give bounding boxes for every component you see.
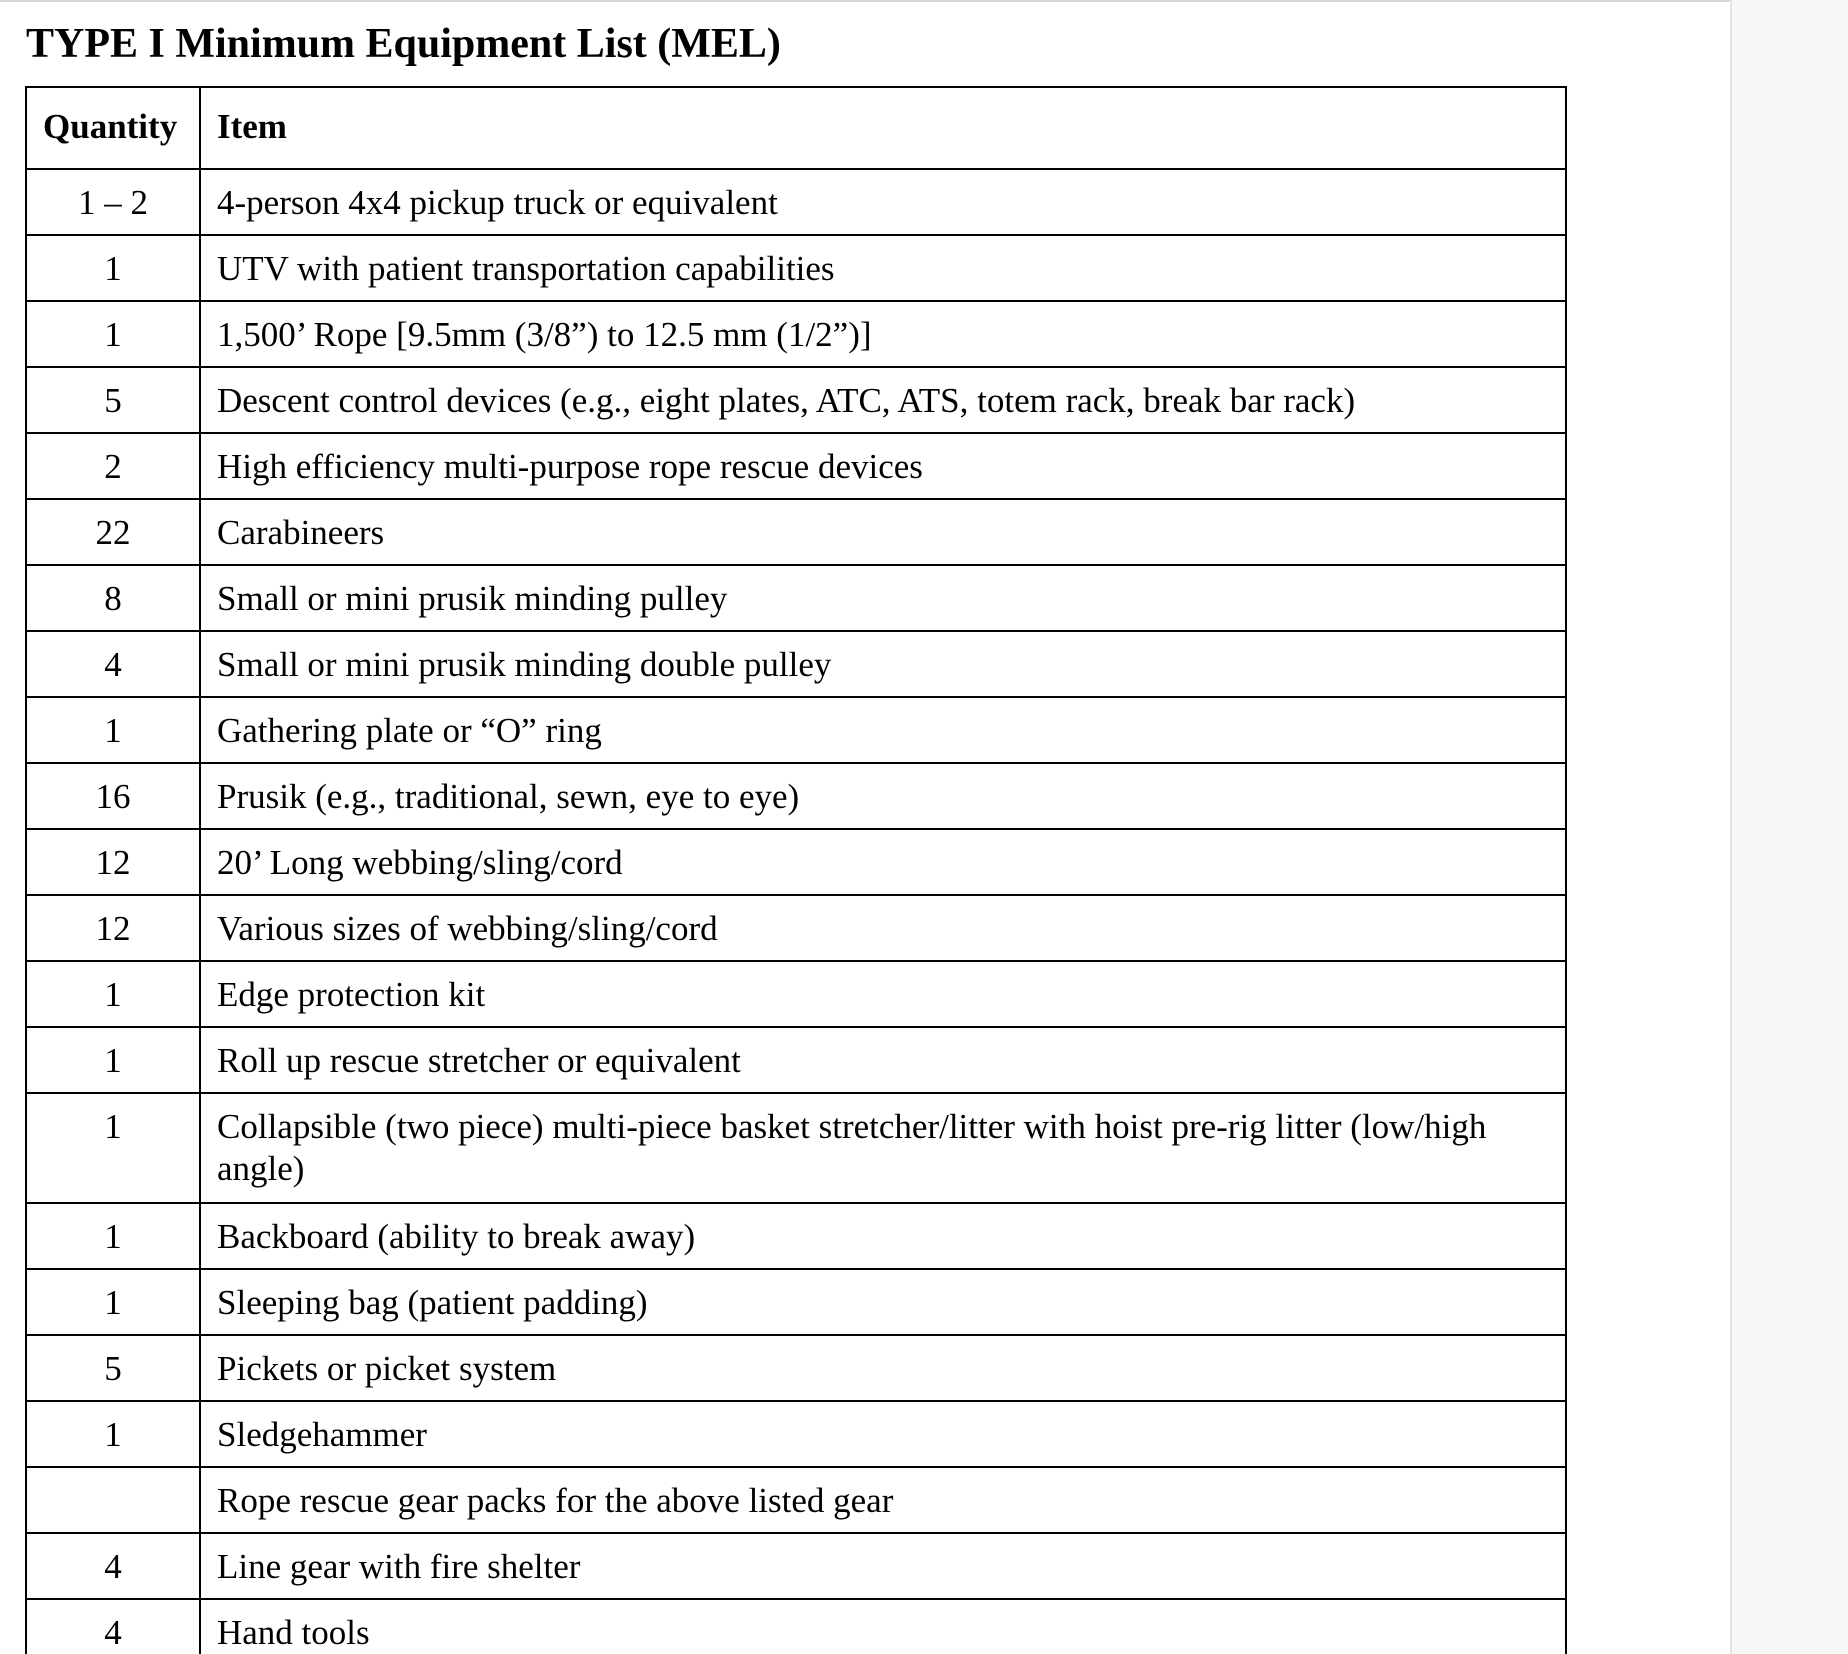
quantity-cell: 16 [26, 763, 200, 829]
item-cell: Small or mini prusik minding pulley [200, 565, 1566, 631]
quantity-column-header: Quantity [26, 87, 200, 169]
document-title: TYPE I Minimum Equipment List (MEL) [26, 21, 781, 67]
item-cell: Prusik (e.g., traditional, sewn, eye to eye) [200, 763, 1566, 829]
top-divider [0, 0, 1730, 2]
item-cell: 20’ Long webbing/sling/cord [200, 829, 1566, 895]
table-row [26, 565, 1566, 631]
table-row [26, 961, 1566, 1027]
item-column-header: Item [200, 87, 1566, 169]
quantity-cell: 1 [26, 301, 200, 367]
item-cell: 1,500’ Rope [9.5mm (3/8”) to 12.5 mm (1/2”)] [200, 301, 1566, 367]
table-header-row [26, 87, 1566, 169]
table-row [26, 1027, 1566, 1093]
table-row [26, 499, 1566, 565]
quantity-cell: 5 [26, 1335, 200, 1401]
item-cell: Roll up rescue stretcher or equivalent [200, 1027, 1566, 1093]
quantity-cell: 12 [26, 895, 200, 961]
quantity-cell: 4 [26, 1533, 200, 1599]
quantity-cell: 1 [26, 1401, 200, 1467]
table-row [26, 895, 1566, 961]
quantity-cell [26, 1467, 200, 1533]
table-row [26, 1599, 1566, 1654]
table-row [26, 301, 1566, 367]
item-cell: 4-person 4x4 pickup truck or equivalent [200, 169, 1566, 235]
quantity-cell: 1 [26, 1269, 200, 1335]
table-row [26, 1533, 1566, 1599]
table-row [26, 1093, 1566, 1203]
table-row [26, 169, 1566, 235]
item-cell: Gathering plate or “O” ring [200, 697, 1566, 763]
table-row [26, 697, 1566, 763]
item-cell: Pickets or picket system [200, 1335, 1566, 1401]
table-row [26, 829, 1566, 895]
table-row [26, 433, 1566, 499]
right-side-panel [1730, 0, 1848, 1654]
item-cell: High efficiency multi-purpose rope rescue devices [200, 433, 1566, 499]
item-cell: Edge protection kit [200, 961, 1566, 1027]
quantity-cell: 2 [26, 433, 200, 499]
quantity-cell: 1 [26, 961, 200, 1027]
quantity-cell: 1 [26, 235, 200, 301]
table-row [26, 235, 1566, 301]
item-cell: Carabineers [200, 499, 1566, 565]
item-cell: Hand tools [200, 1599, 1566, 1654]
quantity-cell: 22 [26, 499, 200, 565]
table-row [26, 1269, 1566, 1335]
quantity-cell: 5 [26, 367, 200, 433]
table-row [26, 763, 1566, 829]
item-cell: Line gear with fire shelter [200, 1533, 1566, 1599]
quantity-cell: 1 – 2 [26, 169, 200, 235]
quantity-cell: 4 [26, 631, 200, 697]
quantity-cell: 4 [26, 1599, 200, 1654]
quantity-cell: 1 [26, 1093, 200, 1203]
table-row [26, 367, 1566, 433]
item-cell: Sleeping bag (patient padding) [200, 1269, 1566, 1335]
table-row [26, 1335, 1566, 1401]
quantity-cell: 12 [26, 829, 200, 895]
table-row [26, 1203, 1566, 1269]
quantity-cell: 1 [26, 1203, 200, 1269]
quantity-cell: 8 [26, 565, 200, 631]
table-row [26, 631, 1566, 697]
item-cell: Rope rescue gear packs for the above listed gear [200, 1467, 1566, 1533]
item-cell: Various sizes of webbing/sling/cord [200, 895, 1566, 961]
equipment-table [25, 86, 1567, 1654]
item-cell: Descent control devices (e.g., eight plates, ATC, ATS, totem rack, break bar rack) [200, 367, 1566, 433]
item-cell: Backboard (ability to break away) [200, 1203, 1566, 1269]
item-cell: Collapsible (two piece) multi-piece basket stretcher/litter with hoist pre-rig litter (low/high angle) [200, 1093, 1566, 1203]
table-row [26, 1467, 1566, 1533]
item-cell: Small or mini prusik minding double pulley [200, 631, 1566, 697]
item-cell: Sledgehammer [200, 1401, 1566, 1467]
quantity-cell: 1 [26, 697, 200, 763]
table-row [26, 1401, 1566, 1467]
quantity-cell: 1 [26, 1027, 200, 1093]
item-cell: UTV with patient transportation capabilities [200, 235, 1566, 301]
